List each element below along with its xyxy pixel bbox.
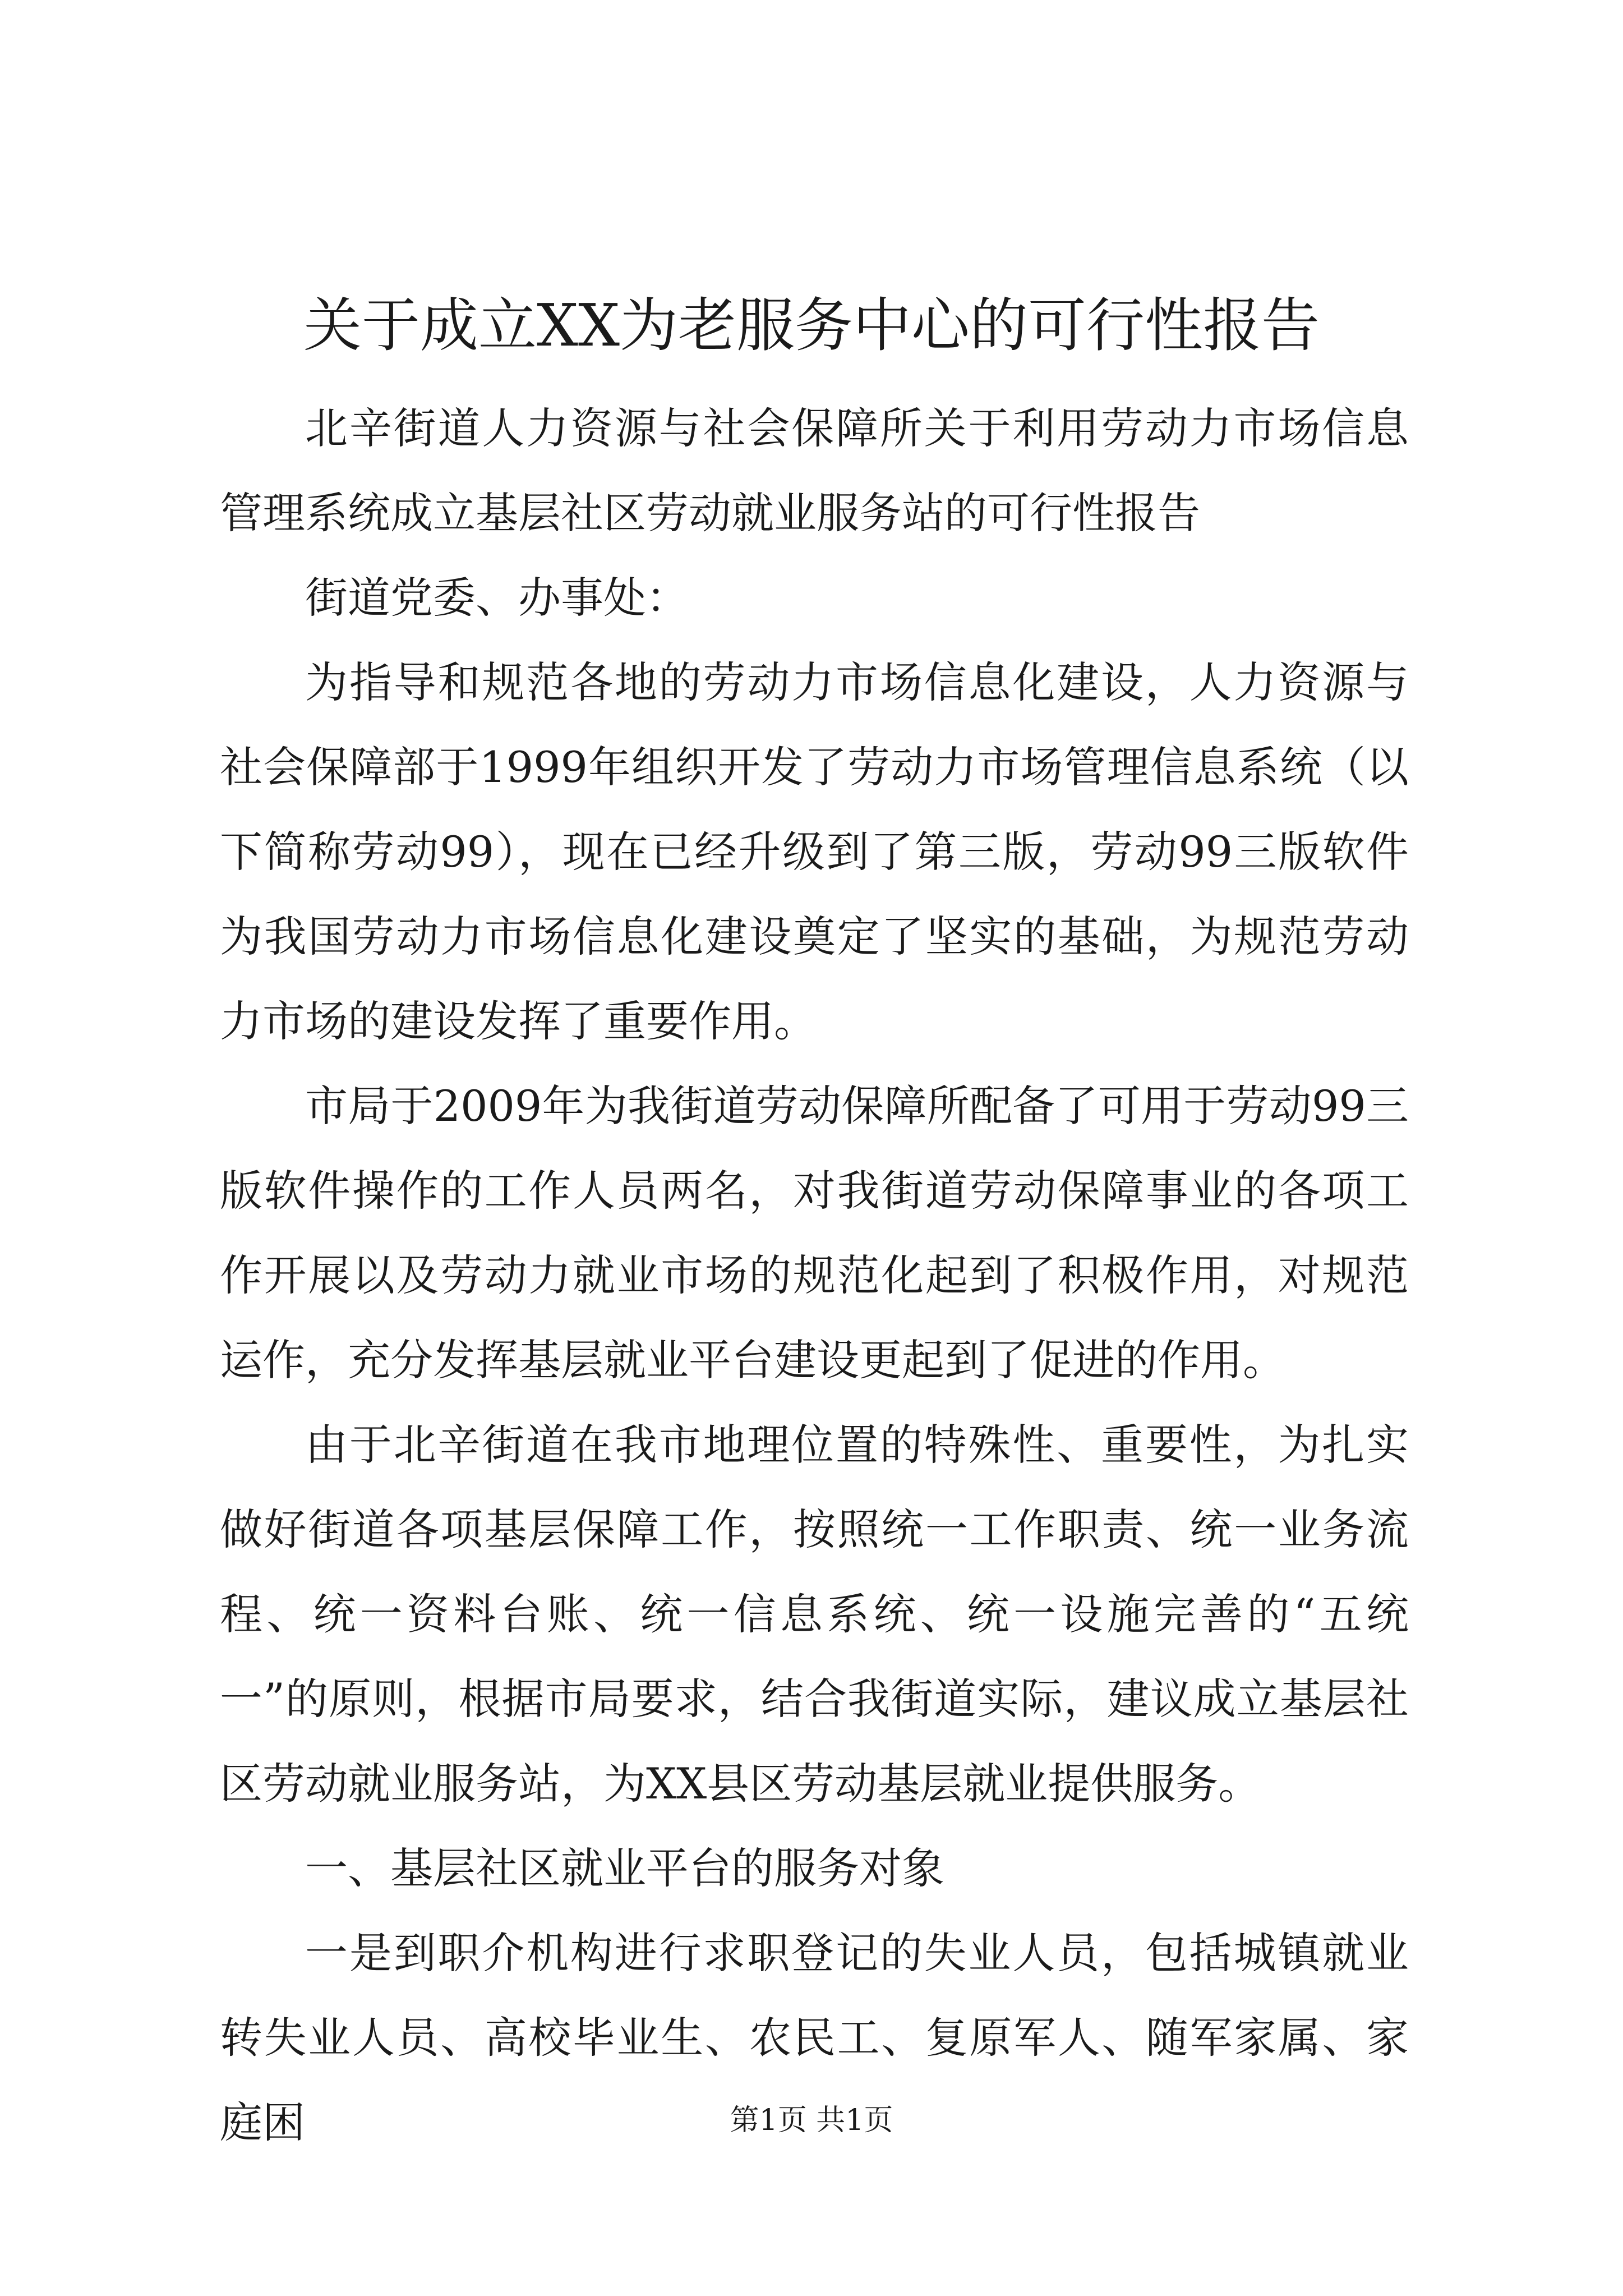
paragraph-service-targets: 一是到职介机构进行求职登记的失业人员，包括城镇就业转失业人员、高校毕业生、农民工、复原军人、随军家属、家庭困 (220, 1928, 1409, 2147)
paragraph-background: 为指导和规范各地的劳动力市场信息化建设，人力资源与社会保障部于1999年组织开发了劳动力市场管理信息系统（以下简称劳动99），现在已经升级到了第三版，劳动99三版软件为我国劳动力市场信息化建设奠定了坚实的基础，为规范劳动力市场的建设发挥了重要作用。 (220, 657, 1409, 1046)
paragraph-proposal: 由于北辛街道在我市地理位置的特殊性、重要性，为扎实做好街道各项基层保障工作，按照统一工作职责、统一业务流程、统一资料台账、统一信息系统、统一设施完善的“五统一”的原则，根据市局要求，结合我街道实际，建议成立基层社区劳动就业服务站，为XX县区劳动基层就业提供服务。 (220, 1420, 1409, 1809)
document-body (220, 386, 1409, 2165)
document-title: 关于成立XX为老服务中心的可行性报告 (303, 291, 1320, 360)
paragraph-salutation: 街道党委、办事处： (305, 573, 689, 623)
paragraph-subtitle: 北辛街道人力资源与社会保障所关于利用劳动力市场信息管理系统成立基层社区劳动就业服务站的可行性报告 (220, 403, 1409, 538)
paragraph-staffing: 市局于2009年为我街道劳动保障所配备了可用于劳动99三版软件操作的工作人员两名，对我街道劳动保障事业的各项工作开展以及劳动力就业市场的规范化起到了积极作用，对规范运作，充分发挥基层就业平台建设更起到了促进的作用。 (220, 1081, 1409, 1385)
page-footer: 第1页 共1页 (730, 2104, 893, 2137)
section-heading: 一、基层社区就业平台的服务对象 (305, 1843, 944, 1893)
